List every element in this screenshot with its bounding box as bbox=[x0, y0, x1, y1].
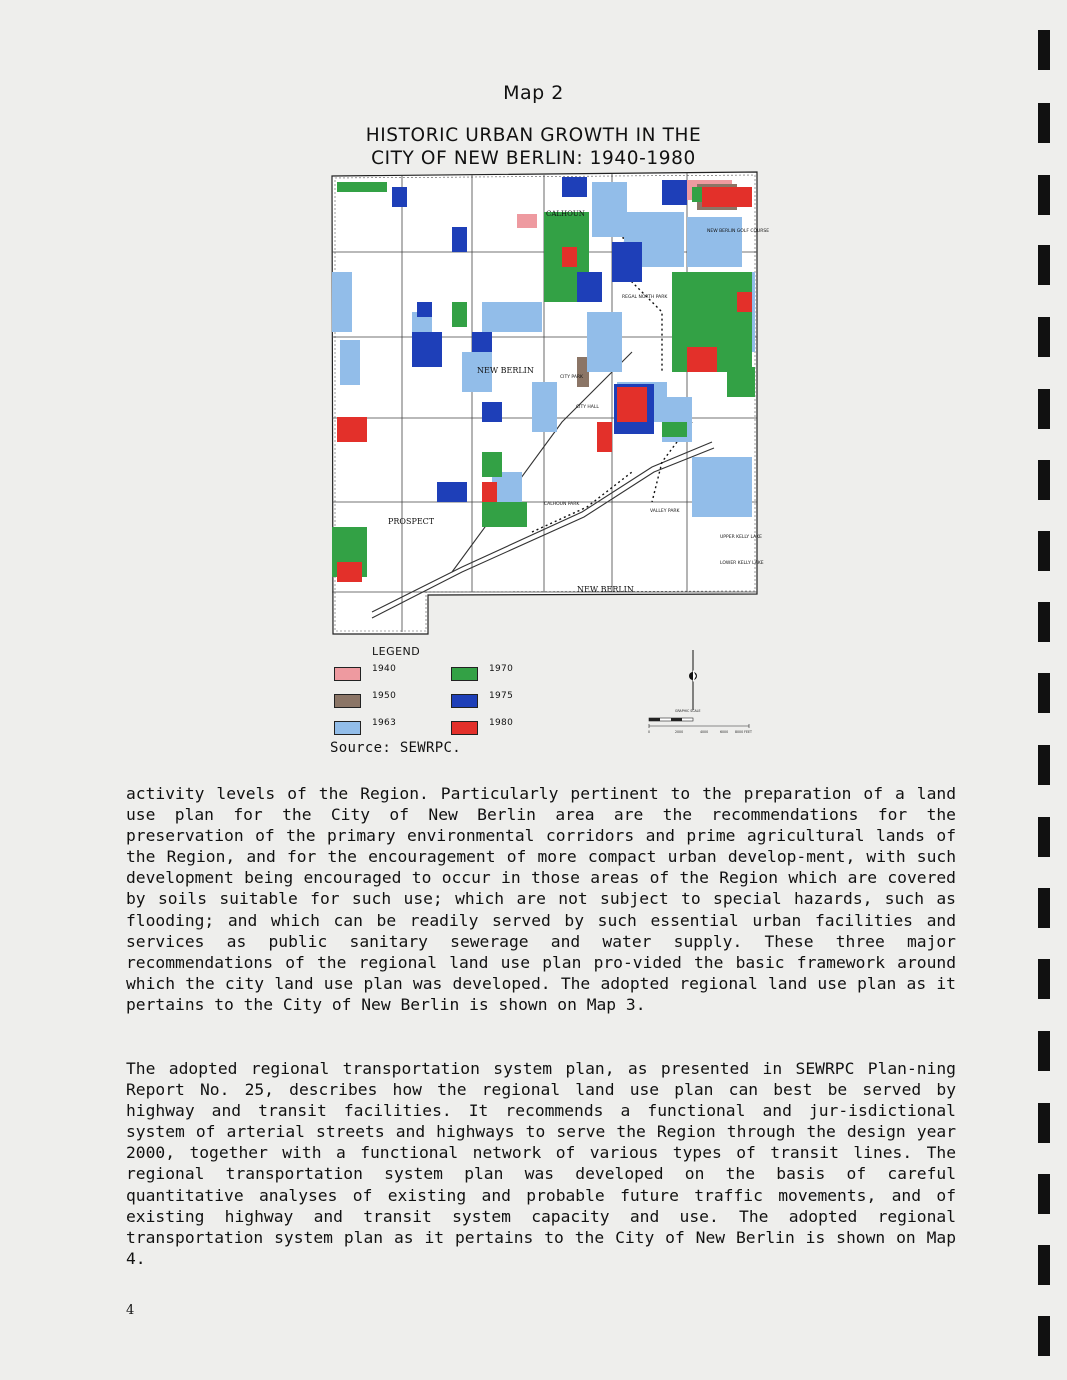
label-regal-north-park: REGAL NORTH PARK bbox=[622, 295, 668, 300]
legend-year-1980: 1980 bbox=[489, 718, 514, 728]
binding-mark bbox=[1038, 1031, 1050, 1071]
land-use-map bbox=[332, 172, 770, 634]
legend-year-1940: 1940 bbox=[372, 664, 397, 674]
legend-year-1950: 1950 bbox=[372, 691, 397, 701]
label-city-park: CITY PARK bbox=[560, 375, 583, 380]
binding-mark bbox=[1038, 103, 1050, 143]
legend-swatch-1970 bbox=[451, 667, 478, 681]
map-title-line-1: HISTORIC URBAN GROWTH IN THE bbox=[365, 125, 702, 146]
scale-tick-2000: 2000 bbox=[675, 730, 684, 734]
body-paragraph-1: activity levels of the Region. Particularly pertinent to the preparation of a land use plan for the City of New Berlin area are the recommendations for the preservation of the primary environmental corridors and prime agricultural lands of the Region, and for the encouragement of more compact urban develop-ment, with such development being encouraged to occur in those areas of the Region which are covered by soils suitable for such use; which are not subject to special hazards, such as flooding; and which can be readily served by such essential urban facilities and services as public sanitary sewerage and water supply. These three major recommendations of the regional land use plan pro-vided the basic framework around which the city land use plan was developed. The adopted regional land use plan as it pertains to the City of New Berlin is shown on Map 3. bbox=[126, 784, 956, 1014]
label-calhoun: CALHOUN bbox=[546, 210, 585, 218]
scale-tick-4000: 4000 bbox=[700, 730, 709, 734]
body-paragraph-2: The adopted regional transportation system plan, as presented in SEWRPC Plan-ning Report No. 25, describes how the regional land use plan can best be served by highway and transit facilities. It recommends a functional and jur-isdictional system of arterial streets and highways to serve the Region through the design year 2000, together with a functional network of various types of transit lines. The regional transportation system plan was developed on the basis of careful quantitative analyses of existing and probable future traffic movements, and of existing highway and transit system capacity and use. The adopted regional transportation system plan as it pertains to the City of New Berlin is shown on Map 4. bbox=[126, 1059, 956, 1268]
label-upper-kelly-lake: UPPER KELLY LAKE bbox=[720, 535, 762, 540]
binding-mark bbox=[1038, 460, 1050, 500]
label-valley-park: VALLEY PARK bbox=[650, 509, 680, 514]
label-new-berlin-center: NEW BERLIN bbox=[477, 366, 534, 375]
binding-mark bbox=[1038, 175, 1050, 215]
binding-mark bbox=[1038, 673, 1050, 713]
binding-mark bbox=[1038, 245, 1050, 285]
label-prospect: PROSPECT bbox=[388, 517, 435, 526]
legend-title: LEGEND bbox=[372, 645, 421, 658]
page-number: 4 bbox=[126, 1303, 135, 1318]
legend-swatch-1950 bbox=[334, 694, 361, 708]
binding-mark bbox=[1038, 389, 1050, 429]
binding-mark bbox=[1038, 1174, 1050, 1214]
legend-swatch-1963 bbox=[334, 721, 361, 735]
label-golf-course: NEW BERLIN GOLF COURSE bbox=[707, 229, 770, 234]
legend-year-1963: 1963 bbox=[372, 718, 397, 728]
label-lower-kelly-lake: LOWER KELLY LAKE bbox=[720, 561, 764, 566]
scale-tick-8000: 8000 FEET bbox=[735, 730, 752, 734]
map-title-line-2: CITY OF NEW BERLIN: 1940-1980 bbox=[371, 148, 696, 169]
north-arrow-icon bbox=[683, 648, 703, 712]
binding-mark bbox=[1038, 1245, 1050, 1285]
binding-mark bbox=[1038, 531, 1050, 571]
binding-mark bbox=[1038, 745, 1050, 785]
map-number: Map 2 bbox=[503, 82, 564, 104]
scale-tick-6000: 6000 bbox=[720, 730, 729, 734]
binding-mark bbox=[1038, 317, 1050, 357]
legend-swatch-1940 bbox=[334, 667, 361, 681]
label-calhoun-park: CALHOUN PARK bbox=[544, 502, 580, 507]
scale-tick-0: 0 bbox=[648, 730, 651, 734]
map-title bbox=[0, 124, 1067, 170]
legend-year-1975: 1975 bbox=[489, 691, 514, 701]
binding-mark bbox=[1038, 1103, 1050, 1143]
scale-label: GRAPHIC SCALE bbox=[675, 709, 701, 713]
binding-mark bbox=[1038, 602, 1050, 642]
figure-source: Source: SEWRPC. bbox=[330, 740, 461, 756]
map-canvas bbox=[332, 172, 770, 634]
label-new-berlin-bottom: NEW BERLIN bbox=[577, 585, 634, 594]
binding-mark bbox=[1038, 959, 1050, 999]
legend-year-1970: 1970 bbox=[489, 664, 514, 674]
graphic-scale bbox=[645, 708, 760, 736]
legend-swatch-1975 bbox=[451, 694, 478, 708]
legend-swatch-1980 bbox=[451, 721, 478, 735]
binding-mark bbox=[1038, 817, 1050, 857]
binding-mark bbox=[1038, 30, 1050, 70]
label-city-hall: CITY HALL bbox=[576, 405, 599, 410]
binding-mark bbox=[1038, 888, 1050, 928]
binding-mark bbox=[1038, 1316, 1050, 1356]
